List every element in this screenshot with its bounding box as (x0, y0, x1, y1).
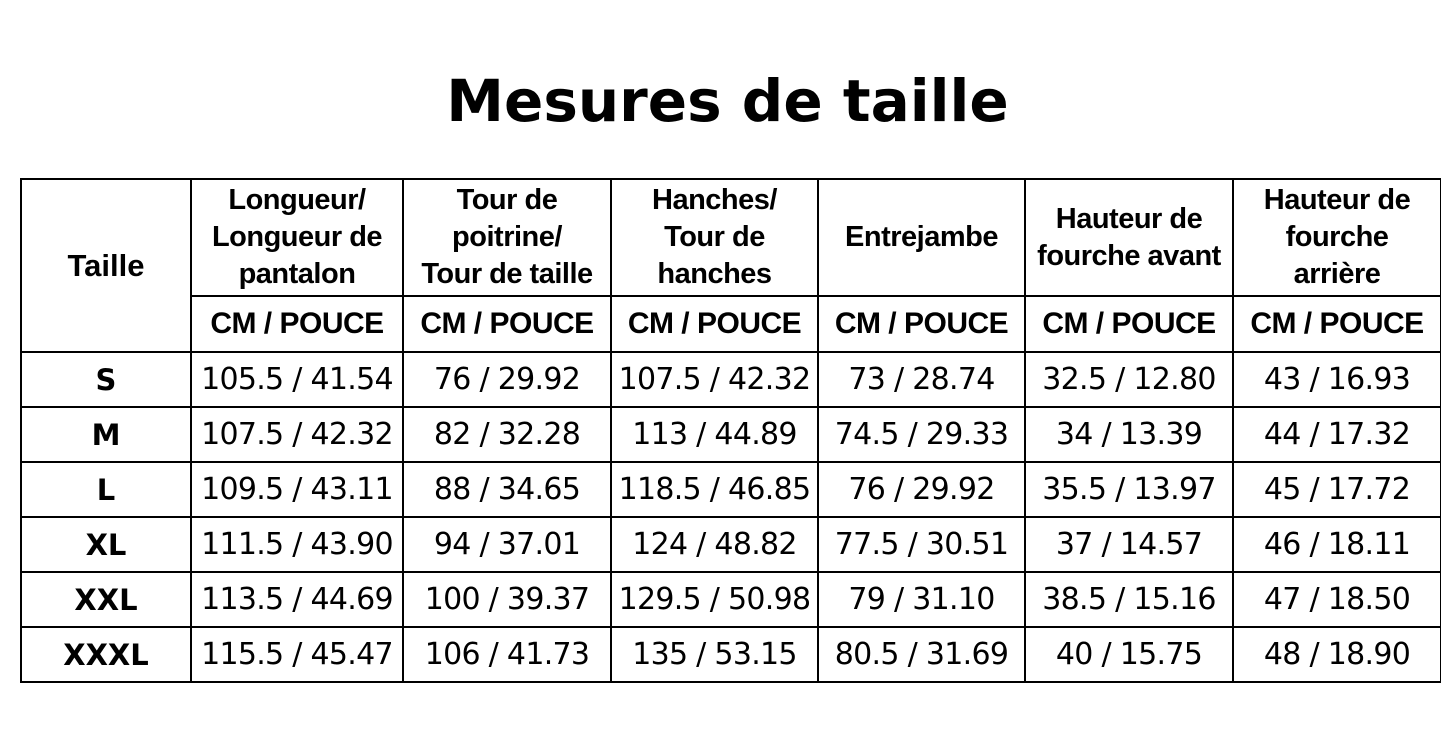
size-column-header: Taille (21, 179, 191, 352)
table-cell: 113.5 / 44.69 (191, 572, 403, 627)
size-label: XXL (21, 572, 191, 627)
table-cell: 73 / 28.74 (818, 352, 1025, 407)
table-cell: 111.5 / 43.90 (191, 517, 403, 572)
table-cell: 115.5 / 45.47 (191, 627, 403, 682)
size-label: M (21, 407, 191, 462)
column-header-chest-waist: Tour de poitrine/ Tour de taille (403, 179, 611, 296)
table-cell: 88 / 34.65 (403, 462, 611, 517)
table-cell: 107.5 / 42.32 (191, 407, 403, 462)
page-title: Mesures de taille (446, 67, 1009, 135)
unit-label: CM / POUCE (1233, 296, 1441, 352)
unit-label: CM / POUCE (818, 296, 1025, 352)
table-cell: 44 / 17.32 (1233, 407, 1441, 462)
table-cell: 79 / 31.10 (818, 572, 1025, 627)
table-cell: 34 / 13.39 (1025, 407, 1233, 462)
table-cell: 124 / 48.82 (611, 517, 818, 572)
table-cell: 47 / 18.50 (1233, 572, 1441, 627)
table-row (21, 627, 1441, 682)
table-cell: 37 / 14.57 (1025, 517, 1233, 572)
table-row (21, 572, 1441, 627)
table-row (21, 407, 1441, 462)
size-label: XL (21, 517, 191, 572)
table-cell: 82 / 32.28 (403, 407, 611, 462)
table-cell: 135 / 53.15 (611, 627, 818, 682)
table-cell: 94 / 37.01 (403, 517, 611, 572)
table-cell: 76 / 29.92 (818, 462, 1025, 517)
table-cell: 38.5 / 15.16 (1025, 572, 1233, 627)
table-cell: 40 / 15.75 (1025, 627, 1233, 682)
table-cell: 46 / 18.11 (1233, 517, 1441, 572)
table-cell: 107.5 / 42.32 (611, 352, 818, 407)
header-row (21, 179, 1441, 296)
table-cell: 109.5 / 43.11 (191, 462, 403, 517)
table-row (21, 462, 1441, 517)
column-header-inseam: Entrejambe (818, 179, 1025, 296)
table-cell: 43 / 16.93 (1233, 352, 1441, 407)
table-row (21, 352, 1441, 407)
size-label: XXXL (21, 627, 191, 682)
table-cell: 77.5 / 30.51 (818, 517, 1025, 572)
unit-label: CM / POUCE (191, 296, 403, 352)
unit-label: CM / POUCE (1025, 296, 1233, 352)
table-cell: 76 / 29.92 (403, 352, 611, 407)
table-cell: 129.5 / 50.98 (611, 572, 818, 627)
table-cell: 48 / 18.90 (1233, 627, 1441, 682)
unit-label: CM / POUCE (611, 296, 818, 352)
column-header-hips: Hanches/ Tour de hanches (611, 179, 818, 296)
size-label: S (21, 352, 191, 407)
table-cell: 45 / 17.72 (1233, 462, 1441, 517)
table-cell: 106 / 41.73 (403, 627, 611, 682)
size-label: L (21, 462, 191, 517)
column-header-front-rise: Hauteur de fourche avant (1025, 179, 1233, 296)
table-cell: 100 / 39.37 (403, 572, 611, 627)
column-header-length: Longueur/ Longueur de pantalon (191, 179, 403, 296)
unit-label: CM / POUCE (403, 296, 611, 352)
table-cell: 105.5 / 41.54 (191, 352, 403, 407)
table-cell: 35.5 / 13.97 (1025, 462, 1233, 517)
size-table (20, 178, 1441, 683)
table-row (21, 517, 1441, 572)
column-header-back-rise: Hauteur de fourche arrière (1233, 179, 1441, 296)
table-cell: 118.5 / 46.85 (611, 462, 818, 517)
unit-row (21, 296, 1441, 352)
table-cell: 74.5 / 29.33 (818, 407, 1025, 462)
table-cell: 32.5 / 12.80 (1025, 352, 1233, 407)
table-cell: 80.5 / 31.69 (818, 627, 1025, 682)
table-cell: 113 / 44.89 (611, 407, 818, 462)
